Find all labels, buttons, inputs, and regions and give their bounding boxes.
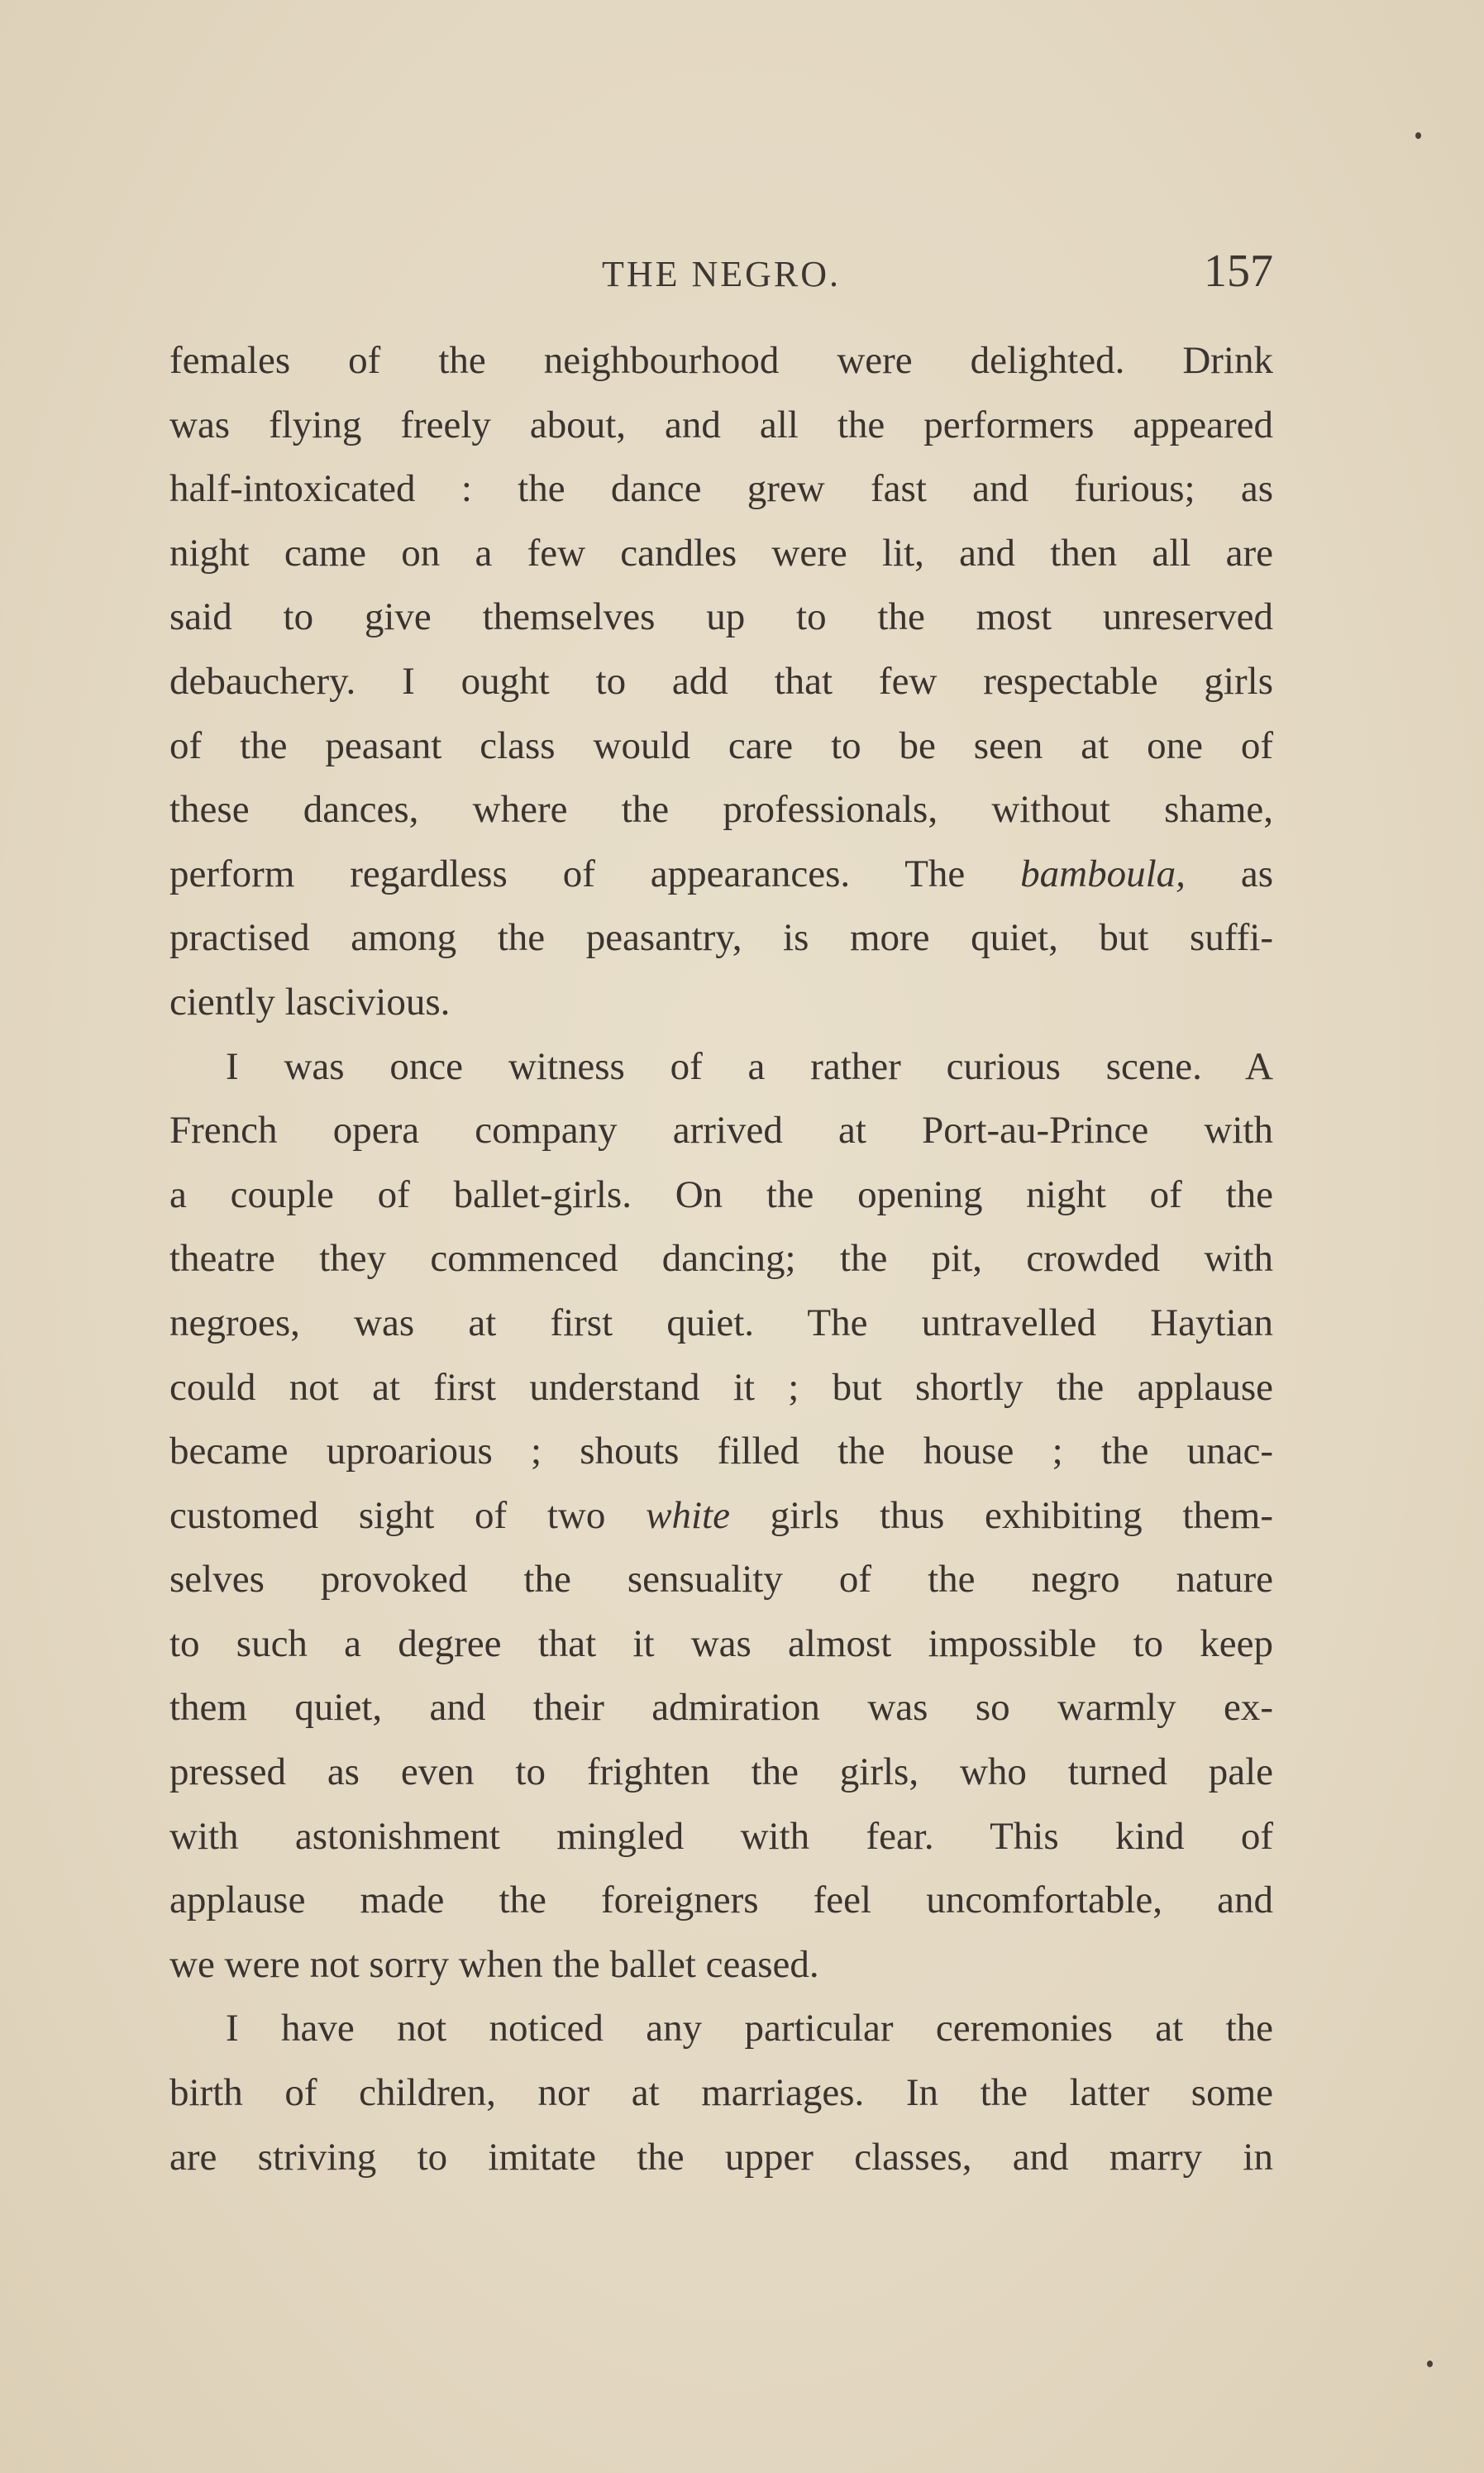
text-line (169, 522, 1273, 586)
text-segment: pressed as even to frighten the girls, who turned pale (169, 1750, 1273, 1794)
page-number: 157 (1204, 246, 1273, 297)
text-line (169, 906, 1273, 971)
italic-word: bamboula, (1020, 852, 1186, 895)
text-line (169, 1291, 1273, 1356)
paper-speck-bottom (1427, 2361, 1433, 2367)
text-segment: I have not noticed any particular ceremonies at the (226, 2007, 1273, 2050)
text-segment: was flying freely about, and all the performers appeared (169, 403, 1273, 446)
text-line (169, 457, 1273, 522)
text-segment: girls thus exhibiting them- (729, 1493, 1273, 1537)
text-line (169, 650, 1273, 714)
text-segment: with astonishment mingled with fear. This kind of (169, 1814, 1273, 1858)
text-line (169, 2061, 1273, 2126)
text-line (169, 585, 1273, 650)
text-line (169, 2126, 1273, 2190)
text-segment: night came on a few candles were lit, and then all are (169, 531, 1273, 575)
running-head (169, 245, 1273, 303)
text-line (169, 329, 1273, 394)
text-line (169, 394, 1273, 458)
text-segment: ciently lascivious. (169, 980, 451, 1024)
text-segment: them quiet, and their admiration was so warmly ex- (169, 1686, 1273, 1730)
body-text (169, 329, 1273, 2189)
text-line (169, 1420, 1273, 1484)
text-line (169, 1099, 1273, 1163)
page-title: THE NEGRO. (601, 254, 842, 294)
text-segment: perform regardless of appearances. The (169, 852, 1021, 895)
text-line (169, 1356, 1273, 1420)
text-segment: we were not sorry when the ballet ceased. (169, 1942, 819, 1986)
text-segment: customed sight of two (169, 1493, 647, 1537)
text-segment: these dances, where the professionals, without shame, (169, 788, 1273, 832)
text-segment: of the peasant class would care to be seen at one of (169, 723, 1273, 767)
text-segment: debauchery. I ought to add that few respectable girls (169, 659, 1273, 703)
text-line (169, 843, 1273, 907)
text-segment: French opera company arrived at Port-au-Prince with (169, 1109, 1273, 1153)
text-segment: theatre they commenced dancing; the pit, crowded with (169, 1237, 1273, 1281)
text-line (169, 971, 1273, 1035)
text-line (169, 1933, 1273, 1998)
text-line (169, 1869, 1273, 1933)
text-segment: applause made the foreigners feel uncomfortable, and (169, 1879, 1273, 1922)
text-line (169, 714, 1273, 779)
text-segment: became uproarious ; shouts filled the house ; the unac- (169, 1430, 1273, 1473)
text-line (169, 1548, 1273, 1612)
text-segment: half-intoxicated : the dance grew fast and furious; as (169, 467, 1273, 511)
text-segment: could not at first understand it ; but shortly the applause (169, 1365, 1273, 1409)
text-line (169, 1163, 1273, 1228)
text-line (169, 1997, 1273, 2061)
text-segment: I was once witness of a rather curious scene. A (226, 1044, 1273, 1088)
text-line (169, 1740, 1273, 1805)
text-segment: practised among the peasantry, is more quiet, but suffi- (169, 916, 1273, 960)
text-line (169, 1676, 1273, 1740)
text-segment: birth of children, nor at marriages. In the latter some (169, 2071, 1273, 2115)
text-line (169, 1035, 1273, 1100)
text-segment: a couple of ballet-girls. On the opening night of the (169, 1172, 1273, 1216)
text-segment: females of the neighbourhood were delighted. Drink (169, 339, 1273, 382)
text-segment: as (1185, 852, 1273, 895)
text-line (169, 1612, 1273, 1677)
text-segment: selves provoked the sensuality of the negro nature (169, 1558, 1273, 1602)
paper-speck-top (1415, 132, 1421, 139)
text-line (169, 778, 1273, 843)
text-segment: negroes, was at first quiet. The untravelled Haytian (169, 1301, 1273, 1344)
italic-word: white (646, 1493, 730, 1537)
text-line (169, 1805, 1273, 1869)
text-segment: to such a degree that it was almost impossible to keep (169, 1621, 1273, 1665)
text-line (169, 1227, 1273, 1291)
text-line (169, 1484, 1273, 1549)
text-segment: are striving to imitate the upper classes, and marry in (169, 2135, 1273, 2179)
text-segment: said to give themselves up to the most unreserved (169, 595, 1273, 639)
